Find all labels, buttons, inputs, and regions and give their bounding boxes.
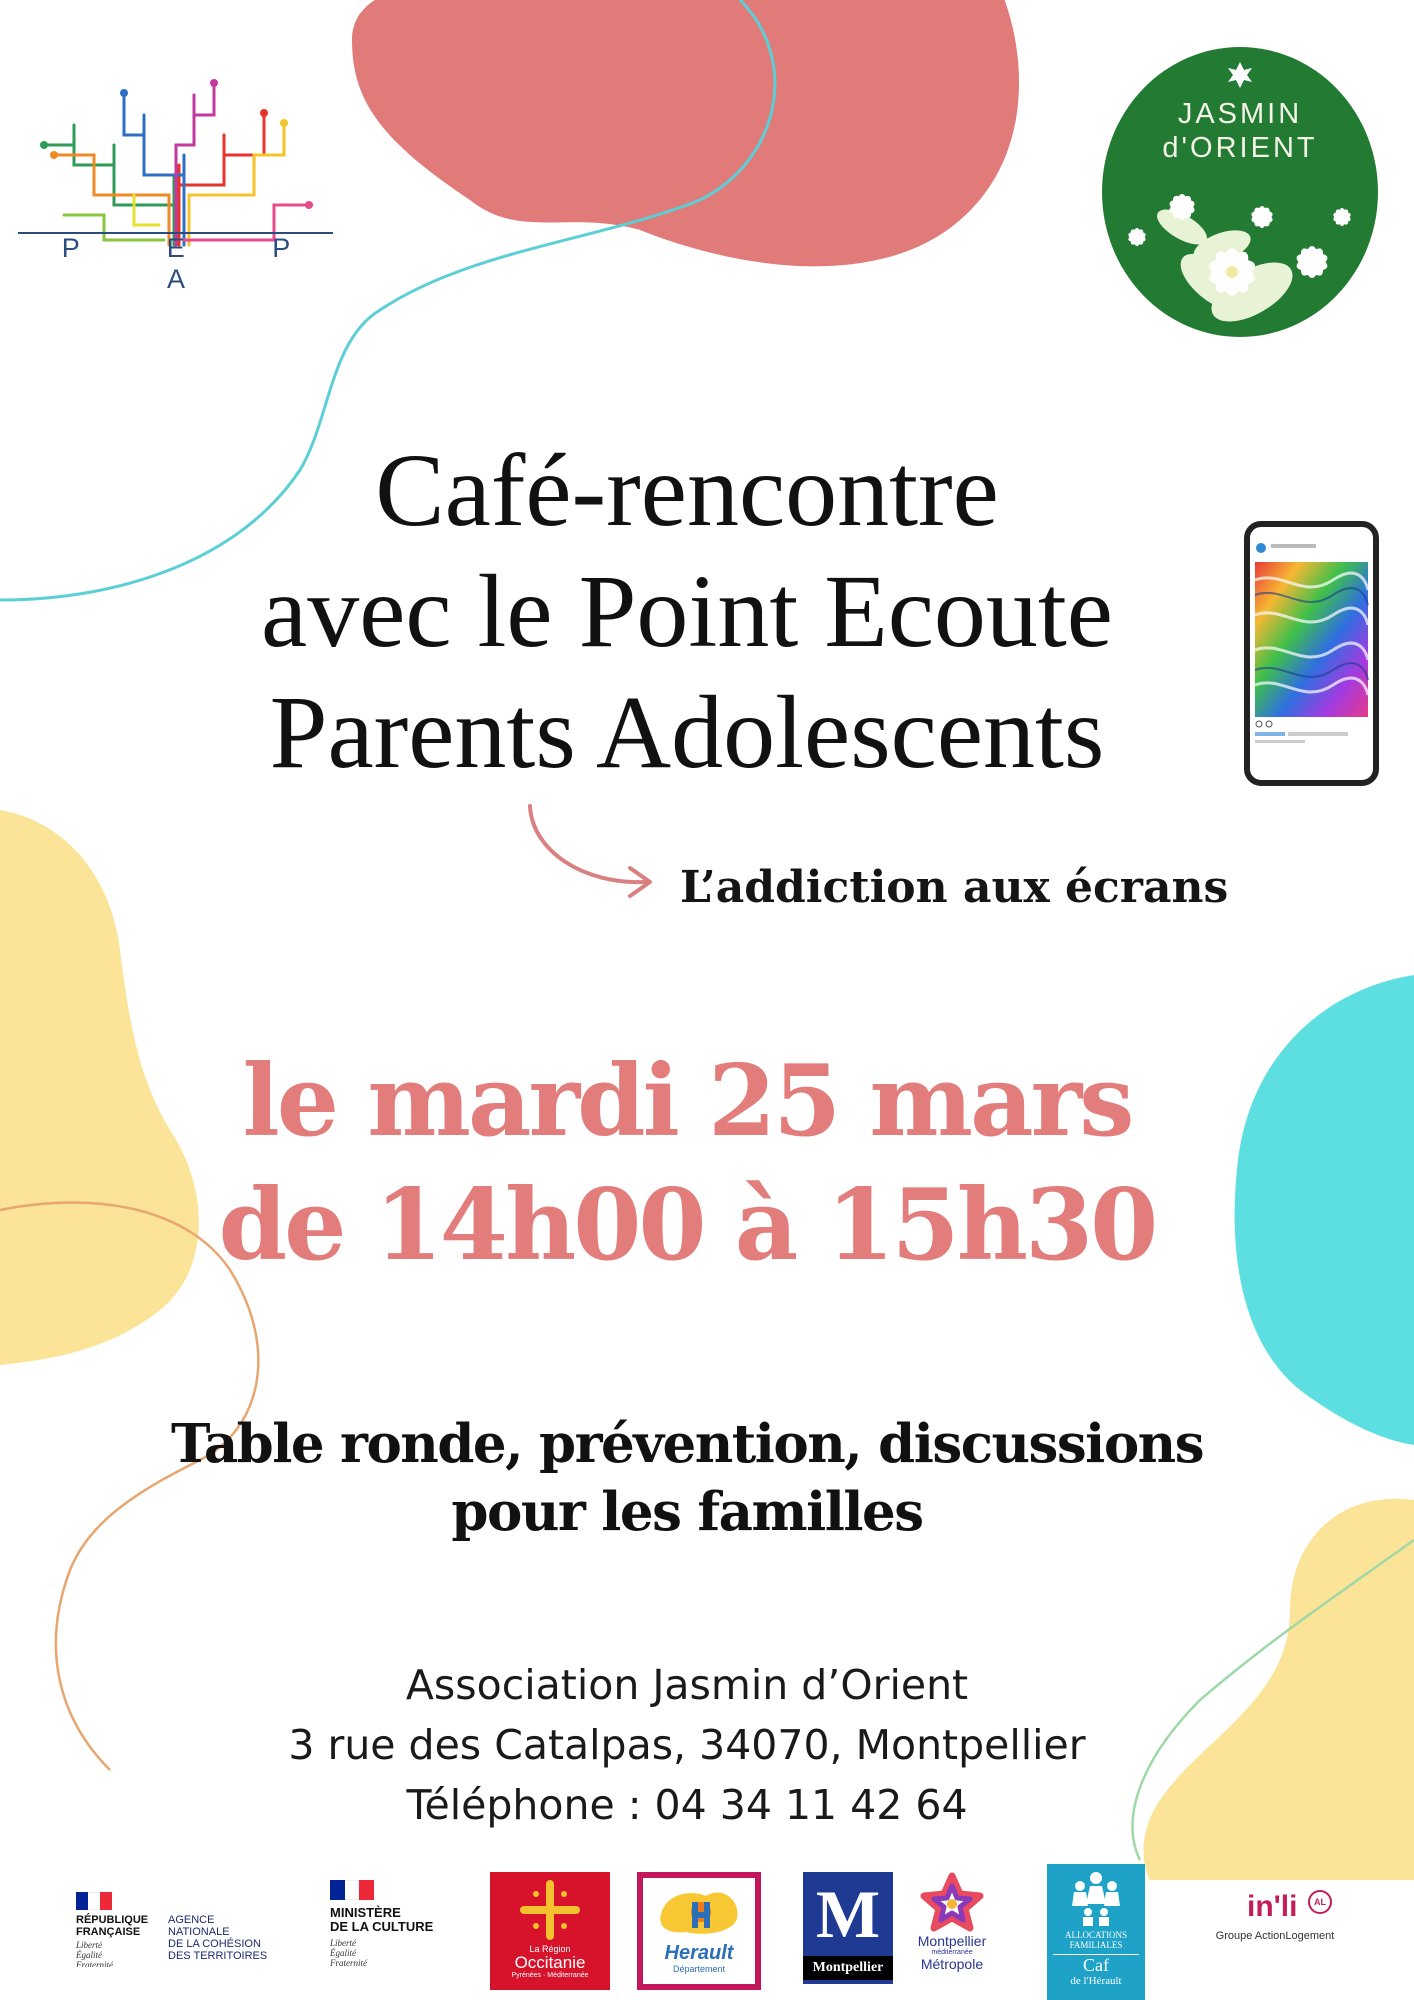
herault-map-icon [651,1884,747,1940]
culture-motto-1: Liberté [330,1938,356,1948]
contact-address [160,1655,1214,1835]
anct-line-4: DES TERRITOIRES [168,1950,268,1962]
montpellier-metropole-logo [898,1870,1006,1985]
jasmin-logo-name [1102,97,1378,165]
cyan-blob [1235,975,1414,1445]
inli-group: Groupe ActionLogement [1215,1930,1335,1942]
ministere-culture-logo [330,1880,470,1975]
jasmin-dorient-logo [1102,47,1378,337]
motto-3: Fraternité [76,1960,113,1967]
herault-departement-logo [637,1872,761,1990]
pepa-logo-text: P E P A [61,233,331,294]
jasmin-logo-line1: JASMIN [1177,98,1303,130]
culture-line-2: DE LA CULTURE [330,1919,434,1934]
event-date-line-1: le mardi 25 mars [242,1044,1132,1159]
anct-line-2: NATIONALE [168,1926,230,1938]
caf-line-2: FAMILIALES [1069,1940,1123,1950]
smartphone-icon [1243,520,1380,787]
event-description-line-2: pour les familles [451,1481,923,1543]
anct-line-1: AGENCE [168,1914,215,1926]
inli-name: in'li [1247,1890,1298,1923]
occitan-cross-icon [518,1880,582,1940]
jasmin-flowers-icon [1102,47,1378,337]
caf-line-3: Caf [1083,1955,1109,1975]
culture-line-1: MINISTÈRE [330,1905,401,1920]
culture-motto-3: Fraternité [330,1958,367,1968]
star-logo-icon [920,1872,984,1932]
culture-motto-2: Égalité [330,1948,356,1958]
metropole-line-1: Montpellier [917,1933,987,1949]
montpellier-logo [803,1872,893,1984]
occitanie-line-3: Pyrénées · Méditerranée [511,1972,589,1979]
title-line-3: Parents Adolescents [269,675,1105,790]
herault-line-2: Département [672,1964,726,1974]
marianne-flag-icon [330,1880,374,1900]
caf-family-icon [1066,1870,1126,1928]
address-street: 3 rue des Catalpas, 34070, Montpellier [288,1721,1086,1769]
herault-line-1: Herault [664,1942,734,1964]
address-phone: Téléphone : 04 34 11 42 64 [406,1781,968,1829]
motto-1: Liberté [76,1940,102,1950]
marianne-flag-icon [76,1892,112,1910]
occitanie-line-1: La Région [529,1944,571,1954]
region-occitanie-logo [490,1872,610,1990]
montpellier-letter: M [815,1876,881,1952]
caf-herault-logo [1047,1864,1145,2000]
event-description [140,1410,1234,1546]
montpellier-label: Montpellier [803,1956,893,1980]
occitanie-line-2: Occitanie [514,1953,586,1972]
anct-line-3: DE LA COHÉSION [168,1938,261,1950]
jasmin-logo-line2: d'ORIENT [1162,132,1318,164]
event-date [160,1040,1214,1288]
metropole-line-3: Métropole [920,1956,984,1972]
pink-blob [352,0,1019,266]
event-date-line-2: de 14h00 à 15h30 [218,1168,1156,1283]
curved-arrow-icon [522,800,662,910]
motto-2: Égalité [76,1950,102,1960]
title-line-1: Café-rencontre [375,433,999,548]
rf-line-2: FRANÇAISE [76,1926,141,1938]
event-description-line-1: Table ronde, prévention, discussions [170,1413,1204,1475]
caf-line-1: ALLOCATIONS [1065,1930,1127,1940]
title-line-2: avec le Point Ecoute [261,554,1113,669]
metropole-line-2: méditerranée [931,1949,973,1956]
address-organization: Association Jasmin d’Orient [405,1661,969,1709]
inli-badge: AL [1308,1890,1332,1914]
inli-action-logement-logo [1195,1890,1355,1950]
rf-line-1: RÉPUBLIQUE [76,1914,149,1926]
page-title [160,430,1214,793]
event-topic: L’addiction aux écrans [680,862,1229,913]
anct-logo [72,1892,282,1967]
caf-line-4: de l'Hérault [1070,1975,1122,1987]
